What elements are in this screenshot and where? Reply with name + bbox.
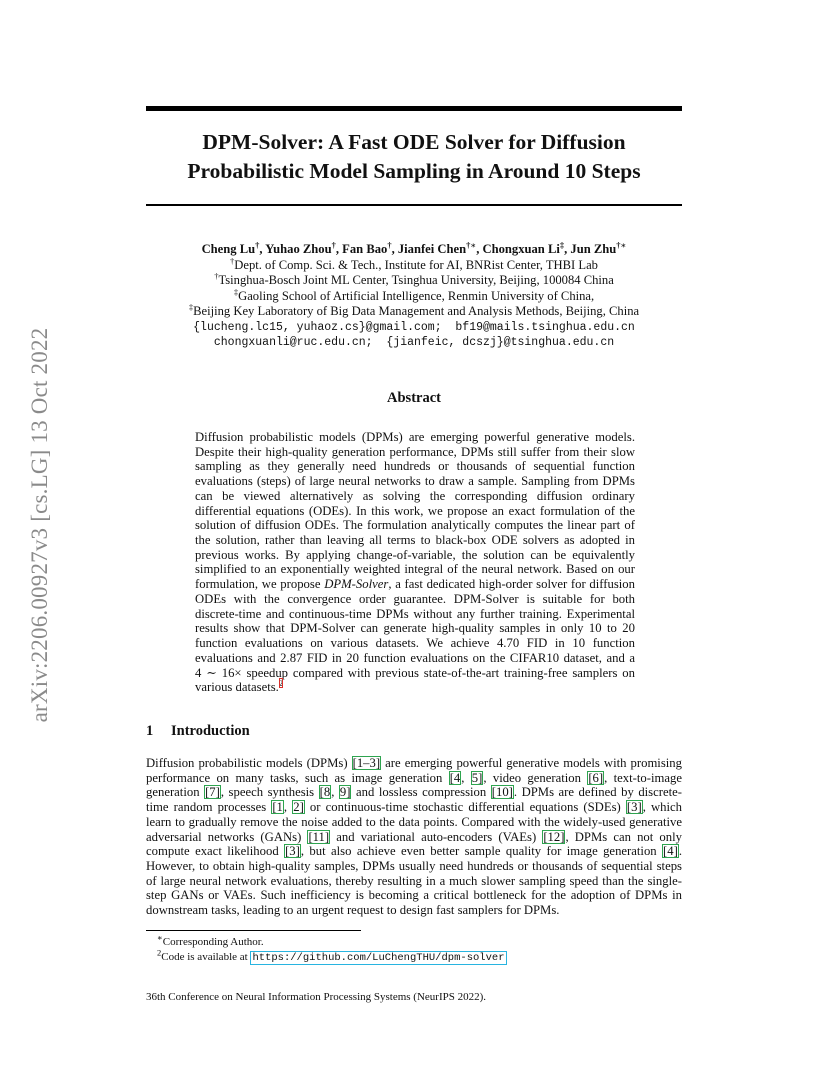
conference-footer: 36th Conference on Neural Information Processing Systems (NeurIPS 2022). (146, 991, 487, 1003)
intro-text: . DPMs are defined by discrete-time random processes (146, 785, 682, 815)
intro-text: are emerging powerful generative models with promising performance on many tasks, such as image generation (146, 756, 682, 785)
author-separator: , (391, 242, 398, 256)
affiliation-mark: † (214, 270, 219, 281)
intro-text: and lossless compression (351, 785, 491, 800)
paper-title (146, 128, 682, 186)
affiliation-text: Gaoling School of Artificial Intelligence, Renmin University of China, (238, 288, 595, 303)
footnote-text: Corresponding Author. (162, 936, 264, 948)
affiliation-2 (146, 270, 682, 289)
footnote-1 (157, 932, 264, 949)
code-url-link[interactable]: https://github.com/LuChengTHU/dpm-solver (252, 952, 505, 964)
title-line-2: Probabilistic Model Sampling in Around 10 Steps (187, 159, 641, 183)
author-separator: , (564, 242, 571, 256)
footnote-ref-link[interactable]: 2 (278, 677, 284, 688)
abstract-body (195, 430, 635, 695)
author-separator: , (259, 242, 266, 256)
speedup-value: 4 ∼ 16× (195, 665, 242, 680)
method-name: DPM-Solver (324, 577, 389, 592)
footnote-mark: 2 (157, 947, 162, 958)
intro-text: , text-to-image generation (146, 770, 682, 800)
author-name: Cheng Lu (201, 242, 256, 256)
footnote-mark: ∗ (157, 932, 163, 943)
citation-link[interactable]: [12] (543, 829, 565, 844)
author-mark: †∗ (466, 239, 477, 250)
citation-link[interactable]: [8 (319, 785, 331, 800)
arxiv-id: arXiv:2206.00927v3 [cs.LG] 13 Oct 2022 (27, 327, 52, 723)
intro-text: Diffusion probabilistic models (DPMs) (146, 756, 352, 770)
author-name: Fan Bao (342, 242, 388, 256)
abstract-text: Diffusion probabilistic models (DPMs) are emerging powerful generative models. Despite their high-quality generation performance, DPMs still suffer from their slow sampling as they generally need hundreds or thousands of sequential function evaluations (steps) of large neural networks to draw a sample. Sampling from DPMs can be viewed alternatively as solving the corresponding diffusion ordinary differential equations (ODEs). In this work, we propose an exact formulation of the solution of diffusion ODEs. The formulation analytically computes the linear part of the solution, rather than leaving all terms to black-box ODE solvers as adopted in previous works. By applying change-of-variable, the solution can be equivalently simplified to an exponentially weighted integral of the neural network. Based on our formulation, we propose (195, 430, 635, 592)
citation-link[interactable]: [7] (205, 785, 220, 800)
author-block (146, 239, 682, 351)
author-name: Jianfei Chen (397, 242, 467, 256)
citation-link[interactable]: 2] (293, 800, 304, 815)
author-name: Yuhao Zhou (265, 242, 332, 256)
intro-text: . However, to obtain high-quality samples, DPMs usually need hundreds or thousands of sequential steps of large neural network evaluations, thereby resulting in a much slower sampling speed than the single-step GANs or VAEs. Such inefficiency is becoming a critical bottleneck for the adoption of DPMs in downstream tasks, leading to an urgent request to design fast samplers for DPMs. (146, 844, 682, 918)
author-name: Jun Zhu (570, 242, 617, 256)
citation-link[interactable]: [10] (491, 785, 513, 800)
section-title: Introduction (171, 723, 250, 739)
title-top-rule (146, 106, 682, 111)
intro-text: , speech synthesis (220, 785, 319, 800)
abstract-text: speedup compared with previous state-of-the-art training-free samplers on various datasets. (195, 665, 635, 695)
section-heading-introduction (146, 723, 250, 740)
intro-text: , which learn to gradually remove the noise added to the data points. Compared with the widely-used generative adversarial networks (GANs) (146, 800, 682, 844)
author-mark: ‡ (559, 239, 565, 250)
intro-text: , but also achieve even better sample quality for image generation (300, 844, 663, 859)
citation-separator: , (461, 770, 471, 785)
author-mark: † (387, 239, 392, 250)
footnote-rule (146, 930, 361, 931)
affiliation-3 (146, 286, 682, 305)
title-line-1: DPM-Solver: A Fast ODE Solver for Diffusion (202, 130, 626, 154)
affiliation-text: Beijing Key Laboratory of Big Data Management and Analysis Methods, Beijing, China (193, 304, 640, 318)
author-mark: † (331, 239, 336, 250)
introduction-paragraph (146, 756, 682, 918)
affiliation-mark: † (230, 255, 235, 266)
affiliation-text: Tsinghua-Bosch Joint ML Center, Tsinghua University, Beijing, 100084 China (218, 273, 614, 287)
author-separator: , (335, 242, 343, 256)
citation-link[interactable]: [1–3] (352, 756, 381, 770)
citation-link[interactable]: [11] (308, 829, 330, 844)
title-bottom-rule (146, 204, 682, 206)
footnote-2 (157, 947, 507, 965)
abstract-text: , a fast dedicated high-order solver for diffusion ODEs with the convergence order guarantee. DPM-Solver is suitable for both discrete-time and continuous-time DPMs without any further training. Experimental results show that DPM-Solver can generate high-quality samples in only 10 to 20 function evaluations on various datasets. We achieve 4.70 FID in 10 function evaluations and 2.87 FID in 20 function evaluations on the CIFAR10 dataset, and a (195, 577, 635, 665)
affiliation-text: Dept. of Comp. Sci. & Tech., Institute for AI, BNRist Center, THBI Lab (234, 257, 598, 272)
citation-separator: , (283, 800, 293, 815)
citation-link[interactable]: [3] (285, 844, 300, 859)
arxiv-sidebar-stamp (15, 290, 65, 760)
citation-link[interactable]: [6] (588, 770, 604, 785)
intro-text: , video generation (483, 770, 588, 785)
affiliation-4 (146, 301, 682, 320)
footnote-text: Code is available at (161, 951, 251, 963)
intro-text: and variational auto-encoders (VAEs) (330, 829, 543, 844)
citation-link[interactable]: [1 (272, 800, 283, 815)
citation-link[interactable]: [4 (449, 770, 461, 785)
citation-separator: , (331, 785, 339, 800)
citation-link[interactable]: 5] (471, 770, 483, 785)
author-mark: † (255, 239, 260, 250)
intro-text: or continuous-time stochastic differential equations (SDEs) (304, 800, 626, 815)
author-mark: †∗ (616, 239, 627, 250)
affiliation-mark: ‡ (188, 301, 194, 312)
section-number: 1 (146, 723, 154, 739)
email-line-1: {lucheng.lc15, yuhaoz.cs}@gmail.com; bf19@mails.tsinghua.edu.cn (193, 320, 635, 334)
author-names (146, 239, 682, 258)
intro-text: , DPMs can not only compute exact likelihood (146, 829, 682, 859)
author-name: Chongxuan Li (482, 242, 560, 256)
affiliation-mark: ‡ (233, 286, 239, 297)
affiliation-1 (146, 255, 682, 274)
citation-link[interactable]: 9] (339, 785, 351, 800)
email-line-2: chongxuanli@ruc.edu.cn; {jianfeic, dcszj}@tsinghua.edu.cn (213, 336, 615, 349)
abstract-heading: Abstract (387, 390, 441, 406)
citation-link[interactable]: [4] (663, 844, 678, 859)
author-separator: , (476, 242, 483, 256)
citation-link[interactable]: [3] (626, 800, 642, 815)
